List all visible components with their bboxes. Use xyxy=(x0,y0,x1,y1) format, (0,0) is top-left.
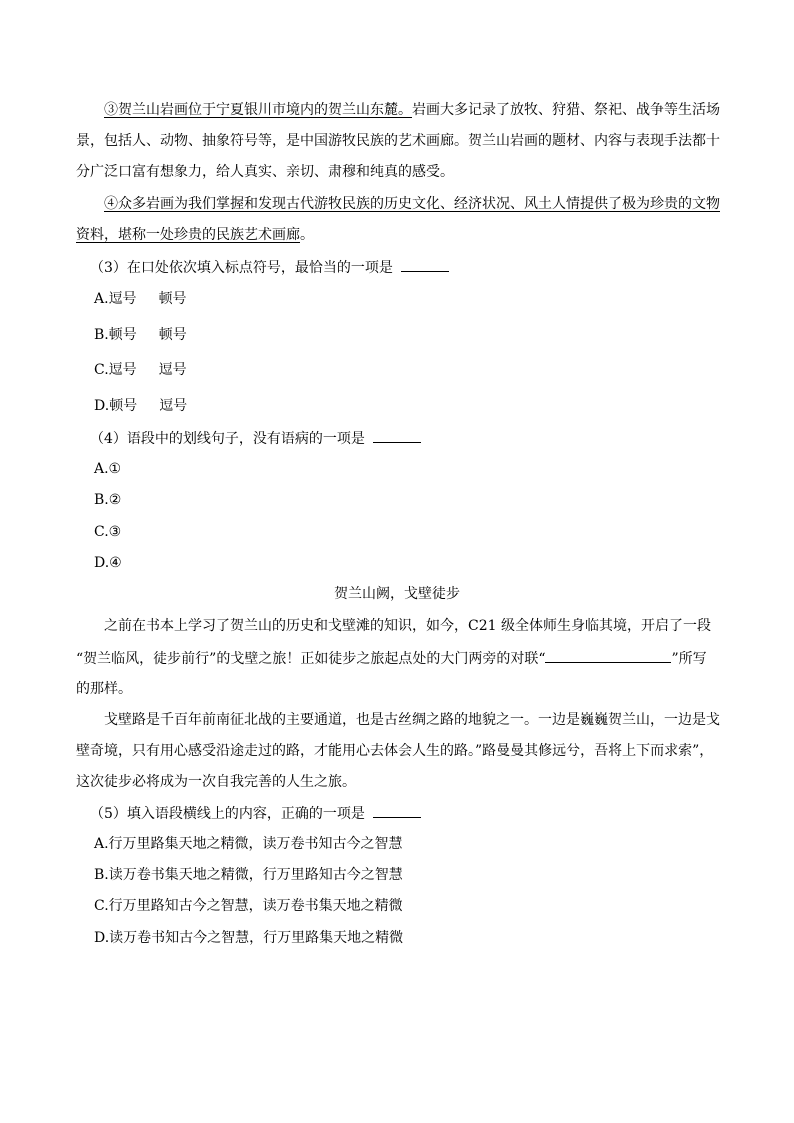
passage-p1-line1: 之前在书本上学习了贺兰山的历史和戈壁滩的知识，如今，C21 级全体师生身临其境，开启了一段 xyxy=(104,618,711,634)
question-5-option-a[interactable]: A.行万里路集天地之精微，读万卷书知古今之智慧 xyxy=(94,836,403,852)
couplet-blank[interactable] xyxy=(545,648,671,663)
passage-p2-line3: 这次徒步必将成为一次自我完善的人生之旅。 xyxy=(76,774,356,790)
question-5-text: （5）填入语段横线上的内容，正确的一项是 xyxy=(90,806,365,822)
question-5-option-d[interactable]: D.读万卷书知古今之智慧，行万里路集天地之精微 xyxy=(94,930,404,946)
passage-p1-line2: “贺兰临风，徒步前行”的戈壁之旅！正如徒步之旅起点处的大门两旁的对联“ ”所写 xyxy=(76,648,707,668)
question-3-option-a[interactable]: A.逗号 顿号 xyxy=(94,291,187,307)
question-3-option-c[interactable]: C.逗号 逗号 xyxy=(94,362,187,378)
question-3-option-d[interactable]: D.顿号 逗号 xyxy=(94,398,188,414)
passage-p2-line1: 戈壁路是千百年前南征北战的主要通道，也是古丝绸之路的地貌之一。一边是巍巍贺兰山，一边是戈 xyxy=(104,712,720,728)
underlined-sentence-4-cont: 资料，堪称一处珍贵的民族艺术画廊 xyxy=(76,227,300,243)
answer-blank-4[interactable] xyxy=(373,428,421,443)
para3-line2: 景，包括人、动物、抽象符号等，是中国游牧民族的艺术画廊。贺兰山岩画的题材、内容与表现手法都十 xyxy=(76,133,720,149)
answer-blank-3[interactable] xyxy=(401,257,449,272)
question-4-text: （4）语段中的划线句子，没有语病的一项是 xyxy=(90,431,365,447)
question-4-option-c[interactable]: C.③ xyxy=(94,524,122,540)
question-4-option-d[interactable]: D.④ xyxy=(94,555,122,571)
question-3-text: （3）在口处依次填入标点符号，最恰当的一项是 xyxy=(90,260,393,276)
para3-line1 xyxy=(104,100,720,120)
question-3-stem xyxy=(90,257,449,277)
question-3-option-b[interactable]: B.顿号 顿号 xyxy=(94,327,187,343)
para4-line1 xyxy=(104,194,720,214)
underlined-sentence-3: ③贺兰山岩画位于宁夏银川市境内的贺兰山东麓。 xyxy=(104,102,412,118)
question-5-option-c[interactable]: C.行万里路知古今之智慧，读万卷书集天地之精微 xyxy=(94,898,403,914)
section-title: 贺兰山阙，戈壁徒步 xyxy=(334,586,460,602)
question-4-option-a[interactable]: A.① xyxy=(94,461,122,477)
passage-p1-line3: 的那样。 xyxy=(76,681,132,697)
question-4-stem xyxy=(90,428,421,448)
question-4-option-b[interactable]: B.② xyxy=(94,492,122,508)
para4-line2 xyxy=(76,225,314,245)
para4-line2-end: 。 xyxy=(300,227,314,243)
question-5-stem xyxy=(90,803,421,823)
para3-line3: 分广泛口富有想象力，给人真实、亲切、肃穆和纯真的感受。 xyxy=(76,164,454,180)
question-5-option-b[interactable]: B.读万卷书集天地之精微，行万里路知古今之智慧 xyxy=(94,867,403,883)
answer-blank-5[interactable] xyxy=(373,803,421,818)
passage-p2-line2: 壁奇境，只有用心感受沿途走过的路，才能用心去体会人生的路。”路曼曼其修远兮，吾将上下而求索”， xyxy=(76,743,714,759)
para3-line1-rest: 岩画大多记录了放牧、狩猎、祭祀、战争等生活场 xyxy=(412,102,720,118)
underlined-sentence-4: ④众多岩画为我们掌握和发现古代游牧民族的历史文化、经济状况、风土人情提供了极为珍贵的文物 xyxy=(104,196,720,212)
